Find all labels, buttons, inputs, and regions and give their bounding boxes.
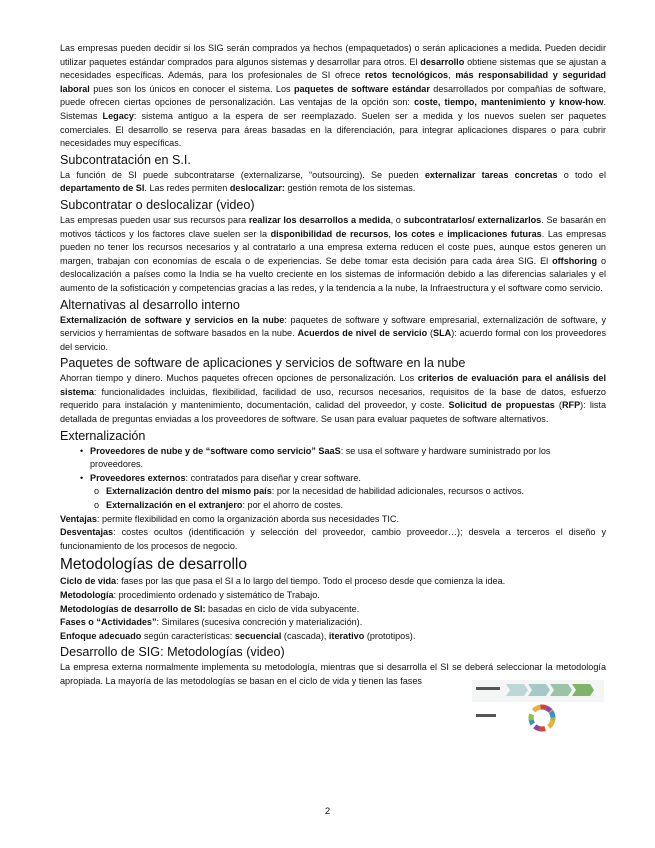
text-run: . Se basarán en motivos tácticos y los factores clave suelen ser la bbox=[60, 214, 606, 239]
text-run: . Sistemas bbox=[60, 97, 607, 121]
sequential-chevrons bbox=[472, 680, 604, 702]
bold-term: criterios de evaluación para el análisis del sistema bbox=[60, 373, 606, 397]
list-item bbox=[60, 445, 606, 472]
paragraph-paquetes bbox=[60, 372, 606, 426]
text-run: o todo el bbox=[557, 169, 606, 180]
bold-term: Metodología bbox=[60, 590, 114, 600]
text-run: : se usa el software y hardware suministrado por los proveedores. bbox=[90, 445, 551, 470]
bold-term: Ventajas bbox=[60, 513, 97, 524]
text-run: , bbox=[448, 70, 456, 81]
text-run: ( bbox=[554, 400, 562, 411]
list-item bbox=[60, 499, 606, 513]
heading-metodologias: Metodologías de desarrollo bbox=[60, 556, 247, 574]
bold-term: RFP bbox=[561, 400, 581, 411]
text-run: o deslocalización a países como la India se ha vuelto creciente en los sistemas de información debido a las diferencias salariales y el aumento de la sofisticación y competencias gracias a las redes, y la tendencia a la nube, la Infraestructura y el software como servicio. bbox=[60, 255, 606, 293]
paragraph-alternativas bbox=[60, 314, 606, 355]
bold-term: Externalización de software y servicios en la nube bbox=[60, 314, 285, 325]
bold-term: Proveedores externos bbox=[90, 472, 186, 483]
bold-term: Solicitud de propuestas bbox=[448, 400, 555, 411]
text-run: , bbox=[388, 228, 395, 239]
text-run: (prototipos). bbox=[364, 630, 416, 641]
document-page bbox=[60, 42, 606, 689]
lifecycle-diagram-image bbox=[470, 676, 606, 732]
text-run: : por el ahorro de costes. bbox=[242, 500, 344, 511]
text-run: . Las redes permiten bbox=[144, 183, 230, 194]
bold-term: Proveedores de nube y de “software como servicio” SaaS bbox=[90, 445, 341, 456]
bold-term: SLA bbox=[433, 328, 452, 339]
paragraph-fases bbox=[60, 616, 460, 630]
text-run: : procedimiento ordenado y sistemático de Trabajo. bbox=[113, 590, 320, 600]
text-run: ): lista detallada de preguntas enviadas a los proveedores de software. Se usan para evaluar paquetes de software alternativos. bbox=[60, 400, 606, 425]
paragraph-deslocalizar bbox=[60, 214, 606, 296]
text-run: : por la necesidad de habilidad adicionales, recursos o activos. bbox=[271, 486, 525, 497]
bold-term: Fases o “Actividades” bbox=[60, 617, 157, 628]
iterative-cycle bbox=[476, 707, 553, 729]
bold-term: externalizar tareas concretas bbox=[424, 169, 558, 180]
text-run: e bbox=[434, 228, 448, 239]
bold-term: más responsabilidad y seguridad laboral bbox=[60, 70, 606, 94]
paragraph-metodologia bbox=[60, 589, 460, 603]
text-run: ): acuerdo formal con los proveedores del servicio. bbox=[60, 328, 607, 352]
bold-term: Externalización dentro del mismo país bbox=[106, 486, 272, 497]
heading-alternativas: Alternativas al desarrollo interno bbox=[60, 297, 240, 312]
bold-term: subcontratarlos/ externalizarlos bbox=[403, 214, 542, 225]
text-run: : costes ocultos (identificación y selección del proveedor, cambio proveedor…); desvela a terceros el diseño y funcionamiento de los procesos de negocio. bbox=[60, 527, 606, 551]
text-run: según características: bbox=[141, 630, 235, 641]
bold-term: implicaciones futuras bbox=[447, 228, 542, 239]
text-run: Las empresas pueden decidir si los SIG serán comprados ya hechos (empaquetados) o serán aplicaciones a medida. Pueden decidir utilizar paquetes estándar comprados para algunos sistemas y desarrollar para otros. El bbox=[60, 43, 606, 67]
text-run: : sistema antiguo a la espera de ser reemplazado. Suelen ser a medida y los nuevos suelen ser paquetes comerciales. El desarrollo se reserva para áreas basadas en la diferenciación, para integrar aplicaciones dispares o para cubrir necesidades muy específicas. bbox=[60, 110, 606, 149]
heading-paquetes: Paquetes de software de aplicaciones y servicios de software en la nube bbox=[60, 356, 466, 371]
bold-term: los cotes bbox=[394, 228, 435, 239]
list-item bbox=[60, 472, 606, 486]
externalizacion-list bbox=[60, 445, 606, 513]
paragraph-metodologias-desarrollo bbox=[60, 603, 460, 617]
page-number: 2 bbox=[324, 806, 331, 817]
bold-term: Desventajas bbox=[60, 527, 114, 538]
bold-term: desarrollo bbox=[420, 56, 465, 67]
text-run: ( bbox=[427, 328, 434, 339]
paragraph-desventajas bbox=[60, 526, 606, 553]
heading-desarrollo-sig: Desarrollo de SIG: Metodologías (video) bbox=[60, 645, 285, 660]
text-run: . Las empresas pueden no tener los recursos necesarios y al contratarlo a una empresa externa reducen el coste pues, aunque estos generen un margen, trabajan con economías de escala o de experiencias. Se debe tomar esta decisión para cada área SIG. El bbox=[60, 228, 606, 266]
text-run: obtiene sistemas que se ajustan a necesidades específicas. Además, para los profesionales de SI ofrece bbox=[60, 56, 607, 81]
heading-externalizacion: Externalización bbox=[60, 428, 146, 443]
bold-term: Ciclo de vida bbox=[60, 576, 117, 587]
bold-term: disponibilidad de recursos bbox=[270, 228, 389, 239]
text-run: : paquetes de software y software empresarial, externalización de software, y servicios y herramientas de software basados en la nube. bbox=[60, 314, 606, 339]
bold-term: iterativo bbox=[328, 630, 365, 641]
list-item bbox=[60, 485, 606, 499]
text-run: : permite flexibilidad en como la organización aborda sus necesidades TIC. bbox=[96, 513, 400, 524]
text-run: desarrollados por compañías de software, puede ofrecen ciertas opciones de personalización. Las ventajas de la opción son: bbox=[60, 83, 607, 108]
paragraph-subcontratacion bbox=[60, 169, 606, 196]
text-run: : fases por las que pasa el SI a lo largo del tiempo. Todo el proceso desde que comienza la idea. bbox=[116, 576, 506, 587]
bold-term: coste, tiempo, mantenimiento y know-how bbox=[414, 97, 604, 108]
bold-term: Enfoque adecuado bbox=[60, 630, 142, 641]
bold-term: deslocalizar: bbox=[229, 183, 285, 194]
bold-term: retos tecnológicos bbox=[365, 70, 449, 81]
text-run: , o bbox=[390, 214, 404, 225]
heading-deslocalizar: Subcontratar o deslocalizar (video) bbox=[60, 197, 255, 212]
bold-term: offshoring bbox=[552, 255, 598, 266]
text-run: Las empresas pueden usar sus recursos para bbox=[60, 214, 249, 225]
bold-term: Metodologías de desarrollo de SI: bbox=[60, 603, 206, 614]
intro-paragraph bbox=[60, 42, 606, 151]
text-run: Ahorran tiempo y dinero. Muchos paquetes ofrecen opciones de personalización. Los bbox=[60, 373, 418, 384]
bold-term: secuencial bbox=[234, 630, 282, 641]
paragraph-ciclo-de-vida bbox=[60, 575, 606, 589]
text-run: : funcionalidades incluidas, flexibilidad, facilidad de uso, recursos necesarios, requisitos de la base de datos, esfuerzo requerido para instalación y mantenimiento, documentación, calidad del proveedor, y coste. bbox=[60, 386, 606, 411]
text-run: (cascada), bbox=[281, 630, 329, 641]
text-run: La función de SI puede subcontratarse (externalizarse, “outsourcing). Se pueden bbox=[60, 169, 425, 180]
text-run: basadas en ciclo de vida subyacente. bbox=[205, 603, 360, 614]
bold-term: Acuerdos de nivel de servicio bbox=[297, 328, 428, 339]
text-run: La empresa externa normalmente implementa su metodología, mientras que si desarrolla el SI se deberá seleccionar la metodología apropiada. La mayoría de las metodologías se basan en el ciclo de vida y tienen las fases bbox=[60, 662, 606, 686]
text-run: : Similares (sucesiva concreción y materialización). bbox=[156, 617, 363, 628]
bold-term: Externalización en el extranjero bbox=[106, 500, 243, 511]
bold-term: paquetes de software estándar bbox=[293, 83, 430, 94]
bold-term: departamento de SI bbox=[60, 183, 145, 194]
text-run: pues son los únicos en conocer el sistema. Los bbox=[89, 83, 294, 94]
heading-subcontratacion: Subcontratación en S.I. bbox=[60, 152, 191, 167]
bold-term: realizar los desarrollos a medida bbox=[248, 214, 391, 225]
paragraph-enfoque bbox=[60, 630, 460, 644]
text-run: gestión remota de los sistemas. bbox=[284, 183, 416, 194]
text-run: : contratados para diseñar y crear software. bbox=[185, 472, 361, 483]
paragraph-ventajas bbox=[60, 513, 606, 527]
bold-term: Legacy bbox=[102, 110, 134, 121]
